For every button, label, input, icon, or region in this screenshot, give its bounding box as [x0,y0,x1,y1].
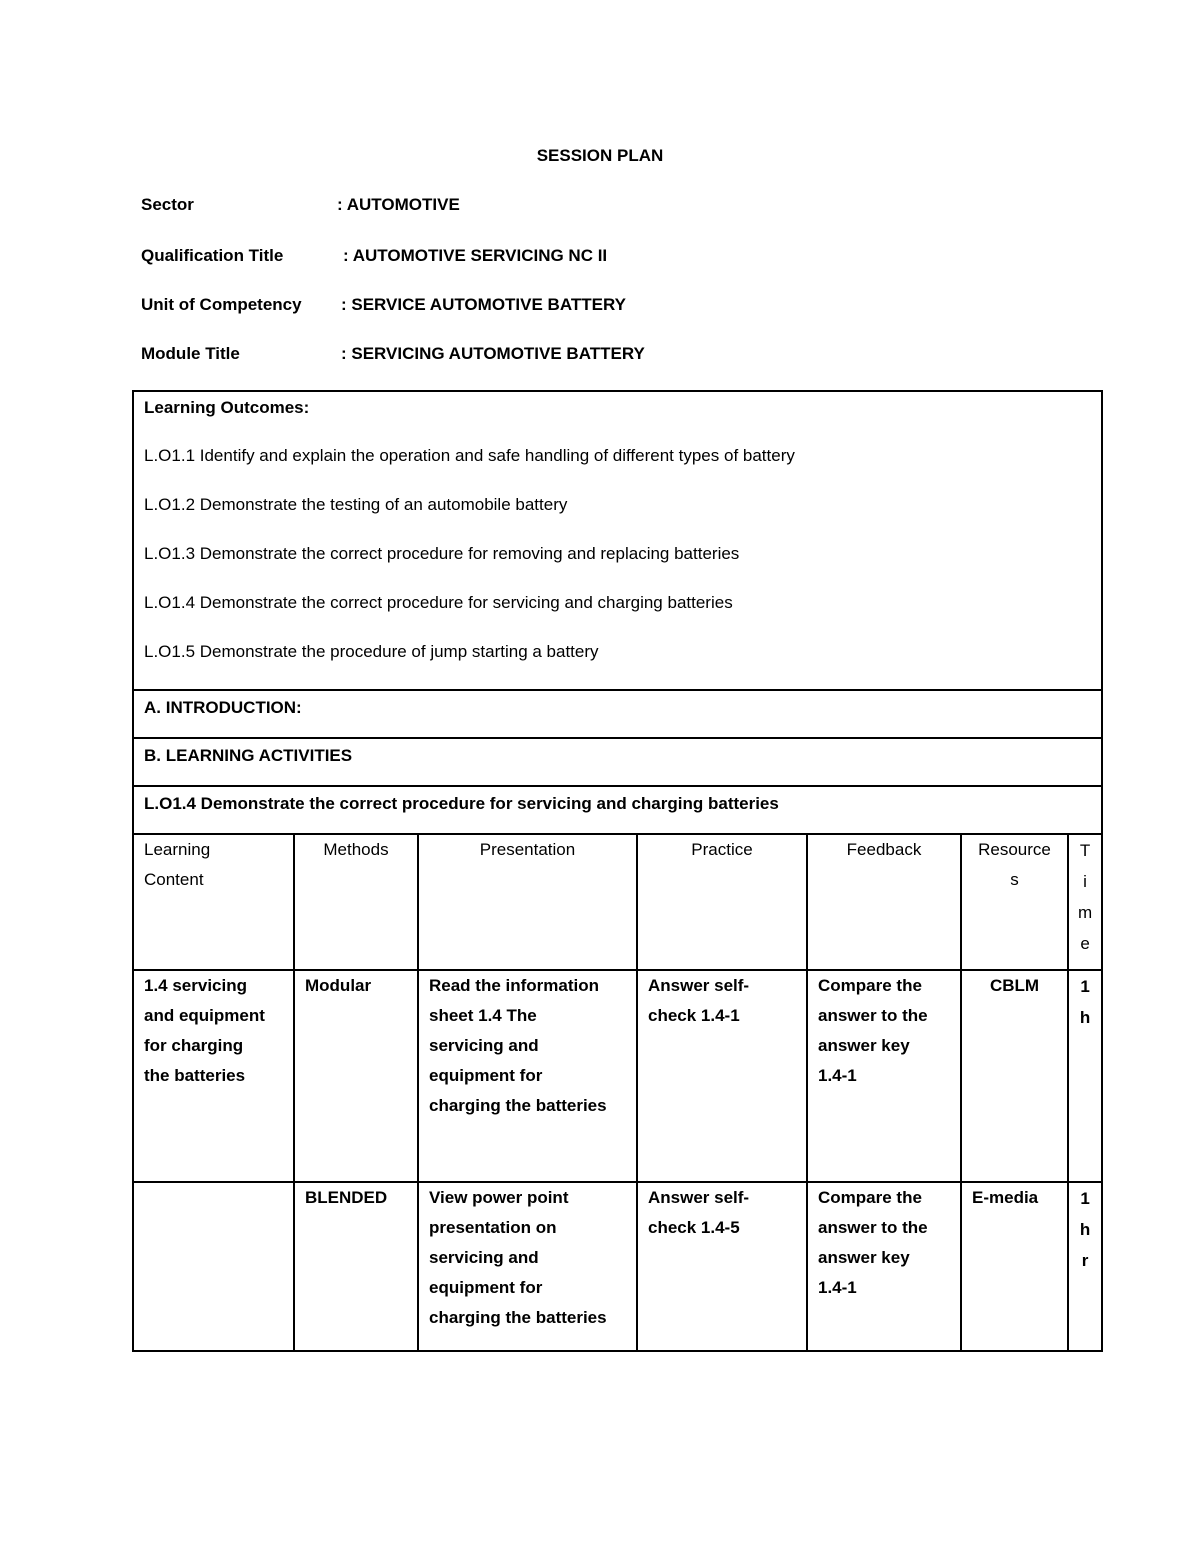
cell-time [1068,1182,1102,1351]
table-row [133,1182,1102,1351]
learning-outcome-item: L.O1.2 Demonstrate the testing of an automobile battery [144,495,568,514]
cell-text: check 1.4-5 [648,1218,740,1237]
cell-resources: CBLM [961,970,1068,1182]
meta-unit [141,295,626,315]
cell-text: Compare the [818,1188,922,1207]
meta-label: Module Title [141,344,240,363]
meta-label: Sector [141,195,194,214]
meta-value: : SERVICING AUTOMOTIVE BATTERY [341,344,645,363]
cell-text: servicing and [429,1036,539,1055]
introduction-heading: A. INTRODUCTION: [133,690,1102,738]
header-presentation: Presentation [418,834,637,970]
cell-text: sheet 1.4 The [429,1006,537,1025]
cell-text: Answer self- [648,976,750,995]
cell-practice [637,1182,807,1351]
header-text: i [1083,872,1087,891]
meta-qualification [141,246,608,266]
cell-feedback [807,1182,961,1351]
cell-text: and equipment [144,1006,265,1025]
cell-text: r [1081,1251,1089,1270]
table-header-row [133,834,1102,970]
cell-text: answer key [818,1036,910,1055]
meta-label: Unit of Competency [141,295,302,314]
cell-text: 1 [1080,1189,1090,1208]
cell-text: View power point [429,1188,569,1207]
meta-value: : AUTOMOTIVE [337,195,460,214]
cell-text: check 1.4-1 [648,1006,740,1025]
cell-practice [637,970,807,1182]
header-text: m [1077,903,1093,922]
cell-time [1068,970,1102,1182]
meta-value: : SERVICE AUTOMOTIVE BATTERY [341,295,626,314]
learning-outcome-item: L.O1.3 Demonstrate the correct procedure for removing and replacing batteries [144,544,740,563]
learning-activities-heading: B. LEARNING ACTIVITIES [133,738,1102,786]
cell-text: h [1079,1220,1091,1239]
meta-sector [141,195,460,215]
cell-text: equipment for [429,1278,543,1297]
cell-text: charging the batteries [429,1096,607,1115]
header-text: Learning [144,840,211,859]
cell-methods: Modular [294,970,418,1182]
table-row [133,970,1102,1182]
learning-outcomes-heading: Learning Outcomes: [144,398,310,417]
cell-text: answer to the [818,1218,928,1237]
page-title: SESSION PLAN [536,146,664,165]
lo-banner: L.O1.4 Demonstrate the correct procedure for servicing and charging batteries [133,786,1102,834]
cell-feedback [807,970,961,1182]
cell-content [133,970,294,1182]
cell-text: Compare the [818,976,922,995]
header-methods: Methods [294,834,418,970]
meta-module [141,344,645,364]
header-text: Resource [978,840,1051,859]
cell-text: 1.4-1 [818,1066,857,1085]
cell-text: presentation on [429,1218,557,1237]
cell-text: charging the batteries [429,1308,607,1327]
cell-text: Read the information [429,976,600,995]
cell-resources: E-media [961,1182,1068,1351]
cell-text: h [1079,1008,1091,1027]
header-text: s [1010,870,1019,889]
cell-text: 1 [1080,977,1090,996]
header-feedback: Feedback [807,834,961,970]
cell-presentation [418,970,637,1182]
cell-text: answer to the [818,1006,928,1025]
cell-text: 1.4-1 [818,1278,857,1297]
header-practice: Practice [637,834,807,970]
learning-outcome-item: L.O1.5 Demonstrate the procedure of jump starting a battery [144,642,599,661]
learning-outcome-item: L.O1.1 Identify and explain the operation and safe handling of different types of battery [144,446,795,465]
cell-text: the batteries [144,1066,246,1085]
session-plan-table [132,390,1103,1352]
learning-outcome-item: L.O1.4 Demonstrate the correct procedure for servicing and charging batteries [144,593,733,612]
cell-text: servicing and [429,1248,539,1267]
header-time [1068,834,1102,970]
header-text: e [1080,934,1090,953]
cell-presentation [418,1182,637,1351]
learning-outcomes-cell [133,391,1102,690]
cell-text: for charging [144,1036,244,1055]
cell-content [133,1182,294,1351]
meta-value: : AUTOMOTIVE SERVICING NC II [343,246,608,265]
header-resources [961,834,1068,970]
cell-text: 1.4 servicing [144,976,248,995]
meta-label: Qualification Title [141,246,284,265]
header-text: T [1079,841,1091,860]
cell-methods: BLENDED [294,1182,418,1351]
header-learning-content [133,834,294,970]
header-text: Content [144,870,204,889]
cell-text: equipment for [429,1066,543,1085]
cell-text: answer key [818,1248,910,1267]
cell-text: Answer self- [648,1188,750,1207]
